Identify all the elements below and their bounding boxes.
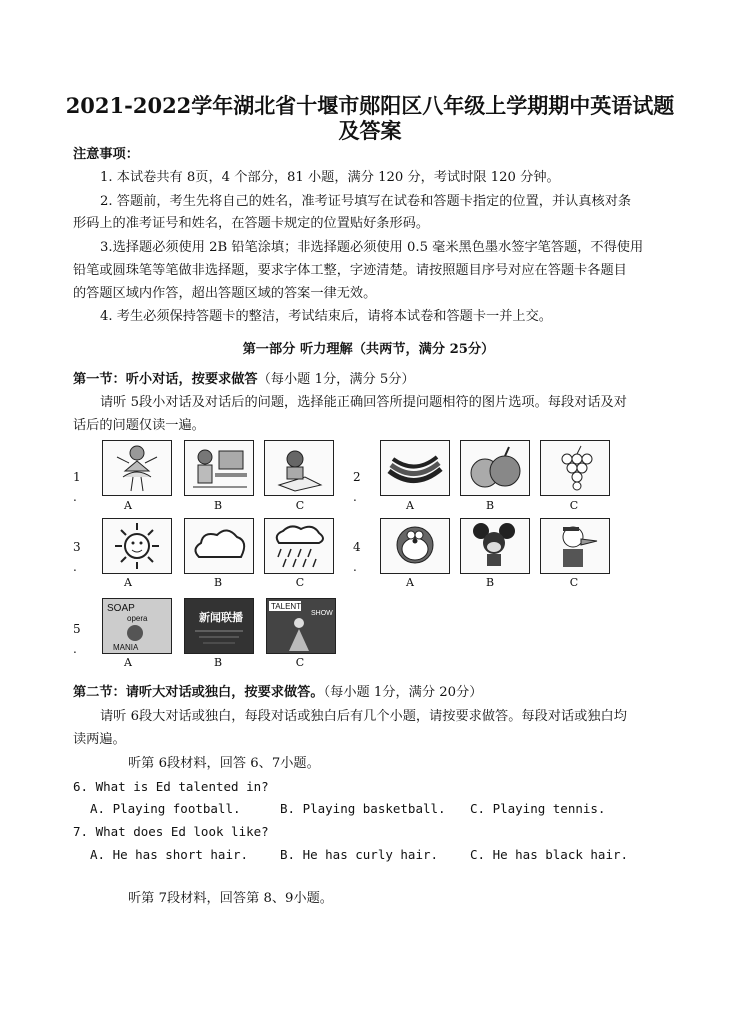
notice-item-3-cont2: 的答题区域内作答，超出答题区域的答案一律无效。 <box>73 286 377 301</box>
section1-heading <box>73 368 415 392</box>
option-label-5b: B <box>213 656 223 669</box>
notice-item-3: 3.选择题必须使用 2B 铅笔涂填；非选择题必须使用 0.5 毫米黑色墨水签字笔答题，不得使用 <box>100 240 644 255</box>
grapes-picture-icon <box>540 440 610 496</box>
section1-instruction-1: 请听 5段小对话及对话后的问题，选择能正确回答所提问题相符的图片选项。每段对话及对 <box>100 395 627 410</box>
question-7: 7. What does Ed look like? <box>73 824 269 839</box>
notice-item-4: 4. 考生必须保持答题卡的整洁，考试结束后，请将本试卷和答题卡一并上交。 <box>100 309 552 324</box>
question-2-number: 2 <box>353 470 361 484</box>
ballerina-picture-icon <box>102 440 172 496</box>
notice-item-2-cont: 形码上的准考证号和姓名，在答题卡规定的位置贴好条形码。 <box>73 216 430 231</box>
opera-label: opera <box>127 614 148 623</box>
question-6-option-a: A. Playing football. <box>90 801 241 816</box>
material-7-instruction: 听第 7段材料，回答第 8、9小题。 <box>128 891 333 906</box>
option-label-4a: A <box>406 576 414 589</box>
question-4-number: 4 <box>353 540 361 554</box>
apples-picture-icon <box>460 440 530 496</box>
option-label-1b: B <box>213 499 223 512</box>
talent-label: TALENT <box>271 602 302 611</box>
exam-title-line2: 及答案 <box>338 118 402 143</box>
question-1-dot: . <box>73 490 77 504</box>
mania-label: MANIA <box>113 643 139 652</box>
option-label-5c: C <box>295 656 305 669</box>
computer-user-picture-icon <box>184 440 254 496</box>
option-label-5a: A <box>124 656 132 669</box>
option-label-4c: C <box>569 576 579 589</box>
mickey-mouse-picture-icon <box>460 518 530 574</box>
question-1-number: 1 <box>73 470 81 484</box>
notice-item-3-cont1: 铅笔或圆珠笔等笔做非选择题，要求字体工整，字迹清楚。请按照题目序号对应在答题卡各题目 <box>73 263 627 278</box>
talent-show-picture-icon <box>266 598 336 654</box>
section1-heading-bold: 第一节：听小对话，按要求做答 <box>73 372 258 387</box>
exam-title-line1: 2021-2022学年湖北省十堰市郧阳区八年级上学期期中英语试题 <box>65 93 675 118</box>
rain-picture-icon <box>264 518 334 574</box>
question-2-dot: . <box>353 490 357 504</box>
notice-heading: 注意事项： <box>73 147 139 162</box>
option-label-3b: B <box>213 576 223 589</box>
section2-instruction-1: 请听 6段大对话或独白，每段对话或独白后有几个小题，请按要求做答。每段对话或独白均 <box>100 709 627 724</box>
news-program-picture-icon <box>184 598 254 654</box>
part1-heading: 第一部分 听力理解（共两节，满分 25分） <box>242 342 495 357</box>
donald-duck-picture-icon <box>540 518 610 574</box>
show-label: SHOW <box>311 610 333 617</box>
question-5-dot: . <box>73 642 77 656</box>
section2-heading-note: （每小题 1分，满分 20分） <box>323 685 483 700</box>
news-label: 新闻联播 <box>199 611 243 624</box>
option-label-4b: B <box>485 576 495 589</box>
section1-heading-note: （每小题 1分，满分 5分） <box>257 372 415 387</box>
option-label-1a: A <box>124 499 132 512</box>
option-label-2c: C <box>569 499 579 512</box>
question-7-option-c: C. He has black hair. <box>470 847 629 862</box>
option-label-1c: C <box>295 499 305 512</box>
sun-picture-icon <box>102 518 172 574</box>
option-label-2b: B <box>485 499 495 512</box>
section2-heading-bold: 第二节：请听大对话或独白，按要求做答。 <box>73 685 324 700</box>
material-6-instruction: 听第 6段材料，回答 6、7小题。 <box>128 756 320 771</box>
option-label-2a: A <box>406 499 414 512</box>
question-5-number: 5 <box>73 622 81 636</box>
option-label-3a: A <box>124 576 132 589</box>
doraemon-picture-icon <box>380 518 450 574</box>
question-3-dot: . <box>73 560 77 574</box>
question-7-option-b: B. He has curly hair. <box>280 847 439 862</box>
cloud-picture-icon <box>184 518 254 574</box>
option-label-3c: C <box>295 576 305 589</box>
soap-opera-picture-icon <box>102 598 172 654</box>
notice-item-1: 1. 本试卷共有 8页，4 个部分，81 小题，满分 120 分，考试时限 120 分钟。 <box>100 170 560 185</box>
question-7-option-a: A. He has short hair. <box>90 847 249 862</box>
question-3-number: 3 <box>73 540 81 554</box>
question-6-option-c: C. Playing tennis. <box>470 801 606 816</box>
notice-item-2: 2. 答题前，考生先将自己的姓名，准考证号填写在试卷和答题卡指定的位置，并认真核对条 <box>100 194 632 209</box>
bananas-picture-icon <box>380 440 450 496</box>
section2-heading <box>73 681 482 705</box>
section2-instruction-2: 读两遍。 <box>73 732 126 747</box>
question-6: 6. What is Ed talented in? <box>73 779 269 794</box>
question-6-option-b: B. Playing basketball. <box>280 801 446 816</box>
soap-label: SOAP <box>107 603 135 614</box>
section1-instruction-2: 话后的问题仅读一遍。 <box>73 418 205 433</box>
reading-girl-picture-icon <box>264 440 334 496</box>
question-4-dot: . <box>353 560 357 574</box>
